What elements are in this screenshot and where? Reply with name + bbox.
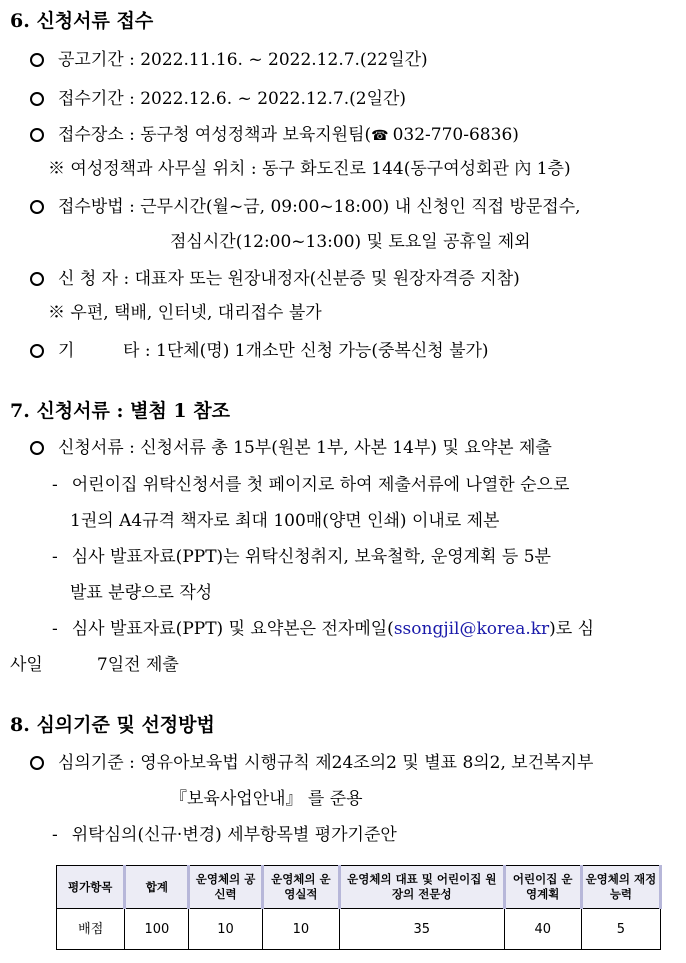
circle-bullet-icon: [30, 128, 44, 142]
section-8-title: 8. 심의기준 및 선정방법: [10, 714, 215, 736]
list-item: 공고기간 : 2022.11.16. ~ 2022.12.7.(22일간): [30, 49, 428, 71]
section-7-title: 7. 신청서류 : 별첨 1 참조: [10, 400, 230, 422]
table-cell: 10: [189, 909, 262, 950]
dash-item: - 심사 발표자료(PPT)는 위탁신청취지, 보육철학, 운영계획 등 5분: [52, 547, 551, 567]
table-row: [57, 909, 661, 950]
list-item: 접수기간 : 2022.12.6. ~ 2022.12.7.(2일간): [30, 88, 406, 110]
table-header-cell: 운영체의 공신력: [189, 866, 262, 909]
table-header-row: [57, 866, 661, 909]
circle-bullet-icon: [30, 92, 44, 106]
table-header-cell: 어린이집 운영계획: [504, 866, 581, 909]
email-link[interactable]: ssongjil@korea.kr: [393, 619, 550, 639]
circle-bullet-icon: [30, 53, 44, 67]
list-item-etc: 기 타 : 1단체(명) 1개소만 신청 가능(중복신청 불가): [30, 340, 489, 362]
table-cell: 10: [262, 909, 339, 950]
table-header-cell: 평가항목: [57, 866, 125, 909]
phone-icon: ☎: [371, 128, 389, 144]
list-item-documents: 신청서류 : 신청서류 총 15부(원본 1부, 사본 14부) 및 요약본 제출: [30, 437, 552, 459]
table-header-cell: 합계: [125, 866, 189, 909]
table-header-cell: 운영체의 운영실적: [262, 866, 339, 909]
dash-item-continuation: 사일 7일전 제출: [10, 655, 179, 675]
section-6-title: 6. 신청서류 접수: [10, 10, 154, 32]
list-item-criteria: 심의기준 : 영유아보육법 시행규칙 제24조의2 및 별표 8의2, 보건복지부: [30, 752, 593, 774]
list-item-place: 접수장소 : 동구청 여성정책과 보육지원팀(☎ 032-770-6836): [30, 124, 519, 147]
circle-bullet-icon: [30, 756, 44, 770]
table-header-cell: 운영체의 재정능력: [581, 866, 660, 909]
evaluation-table: [56, 865, 662, 950]
office-location-note: ※ 여성정책과 사무실 위치 : 동구 화도진로 144(동구여성회관 內 1층): [48, 159, 571, 179]
method-continuation: 점심시간(12:00~13:00) 및 토요일 공휴일 제외: [170, 232, 531, 252]
circle-bullet-icon: [30, 272, 44, 286]
table-cell: 100: [125, 909, 189, 950]
dash-item: - 위탁심의(신규·변경) 세부항목별 평가기준안: [52, 825, 397, 845]
list-item-applicant: 신 청 자 : 대표자 또는 원장내정자(신분증 및 원장자격증 지참): [30, 268, 520, 290]
circle-bullet-icon: [30, 344, 44, 358]
criteria-continuation: 『보육사업안내』 를 준용: [170, 789, 363, 809]
circle-bullet-icon: [30, 441, 44, 455]
list-item-method: 접수방법 : 근무시간(월~금, 09:00~18:00) 내 신청인 직접 방문접수,: [30, 196, 581, 218]
dash-item: - 어린이집 위탁신청서를 첫 페이지로 하여 제출서류에 나열한 순으로: [52, 475, 570, 495]
no-proxy-note: ※ 우편, 택배, 인터넷, 대리접수 불가: [48, 303, 322, 323]
dash-item-continuation: 발표 분량으로 작성: [70, 583, 213, 603]
table-header-cell: 운영체의 대표 및 어린이집 원장의 전문성: [340, 866, 505, 909]
table-cell: 35: [340, 909, 505, 950]
table-cell: 배점: [57, 909, 125, 950]
circle-bullet-icon: [30, 200, 44, 214]
dash-item: - 심사 발표자료(PPT) 및 요약본은 전자메일(ssongjil@korea.kr)로 심: [52, 619, 595, 639]
dash-item-continuation: 1권의 A4규격 책자로 최대 100매(양면 인쇄) 이내로 제본: [70, 511, 500, 531]
table-cell: 5: [581, 909, 660, 950]
table-cell: 40: [504, 909, 581, 950]
